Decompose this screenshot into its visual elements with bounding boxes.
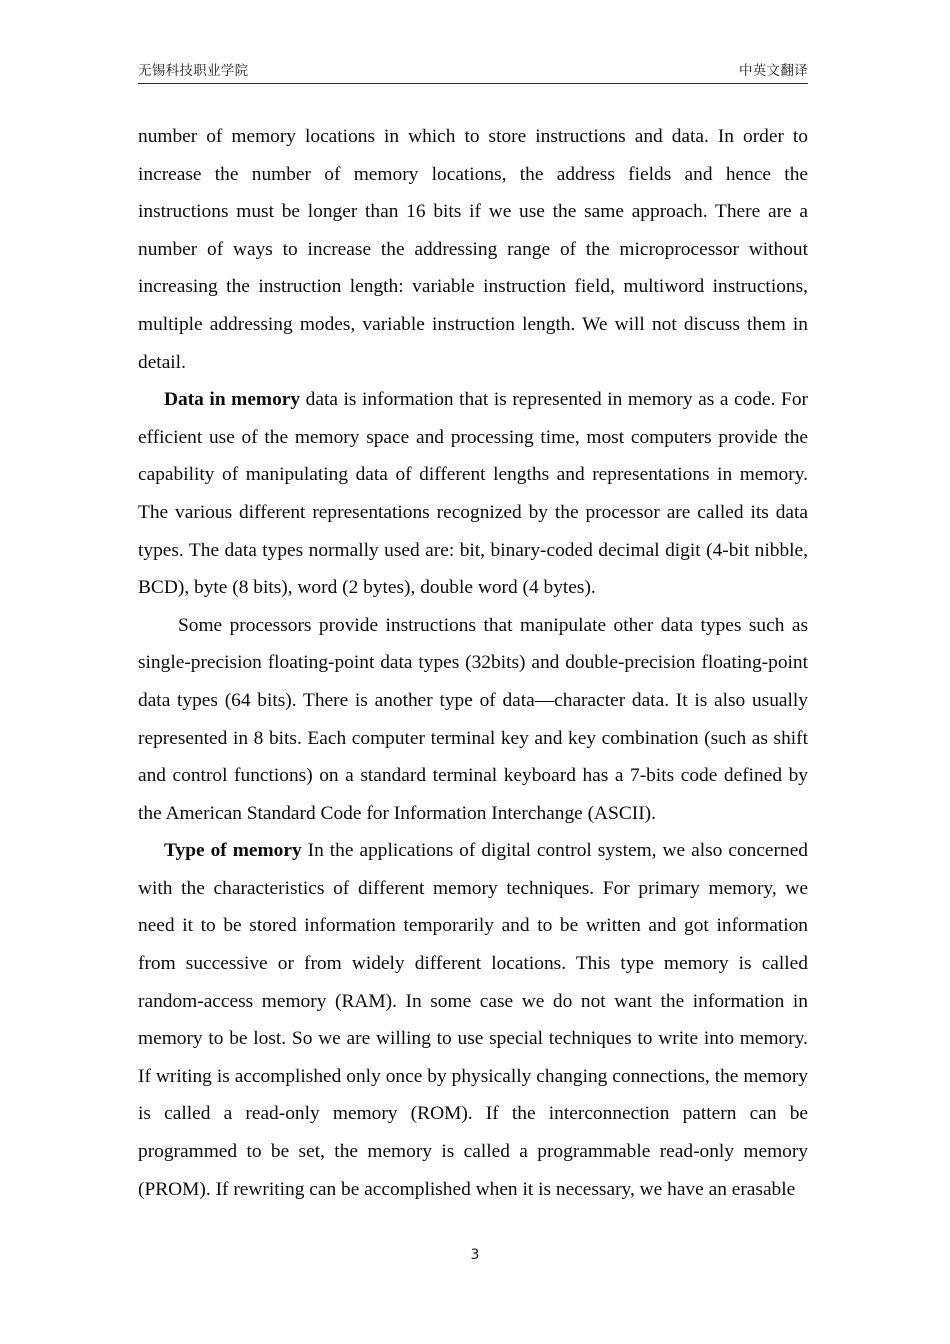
run-in-heading-type-of-memory: Type of memory bbox=[164, 840, 302, 862]
paragraph-data-in-memory bbox=[138, 381, 808, 607]
run-in-heading-data-in-memory: Data in memory bbox=[164, 389, 301, 411]
header-institution-name: 无锡科技职业学院 bbox=[138, 63, 249, 79]
page-number: 3 bbox=[470, 1247, 480, 1263]
paragraph-data-in-memory-text: data is information that is represented in memory as a code. For efficient use of the memory space and processing time, most computers provide the capability of manipulating data of different lengths and representations in memory. The various different representations recognized by the processor are called its data types. The data types normally used are: bit, binary-coded decimal digit (4-bit nibble, BCD), byte (8 bits), word (2 bytes), double word (4 bytes). bbox=[138, 389, 808, 599]
paragraph-memory-locations: number of memory locations in which to store instructions and data. In order to increase the number of memory locations, the address fields and hence the instructions must be longer than 16 bits if we use the same approach. There are a number of ways to increase the addressing range of the microprocessor without increasing the instruction length: variable instruction field, multiword instructions, multiple addressing modes, variable instruction length. We will not discuss them in detail. bbox=[138, 126, 808, 373]
body-text-column bbox=[138, 118, 808, 1208]
paragraph-type-of-memory-text: In the applications of digital control system, we also concerned with the characteristics of different memory techniques. For primary memory, we need it to be stored information temporarily and to be written and got information from successive or from widely different locations. This type memory is called random-access memory (RAM). In some case we do not want the information in memory to be lost. So we are willing to use special techniques to write into memory. If writing is accomplished only once by physically changing connections, the memory is called a read-only memory (ROM). If the interconnection pattern can be programmed to be set, the memory is called a programmable read-only memory (PROM). If rewriting can be accomplished when it is necessary, we have an erasable bbox=[138, 840, 808, 1200]
paragraph-type-of-memory bbox=[138, 832, 808, 1208]
page-header bbox=[138, 64, 808, 84]
paragraph-some-processors: Some processors provide instructions that manipulate other data types such as single-precision floating-point data types (32bits) and double-precision floating-point data types (64 bits). There is another type of data—character data. It is also usually represented in 8 bits. Each computer terminal key and key combination (such as shift and control functions) on a standard terminal keyboard has a 7-bits code defined by the American Standard Code for Information Interchange (ASCII). bbox=[138, 614, 808, 824]
header-document-type: 中英文翻译 bbox=[739, 63, 808, 79]
